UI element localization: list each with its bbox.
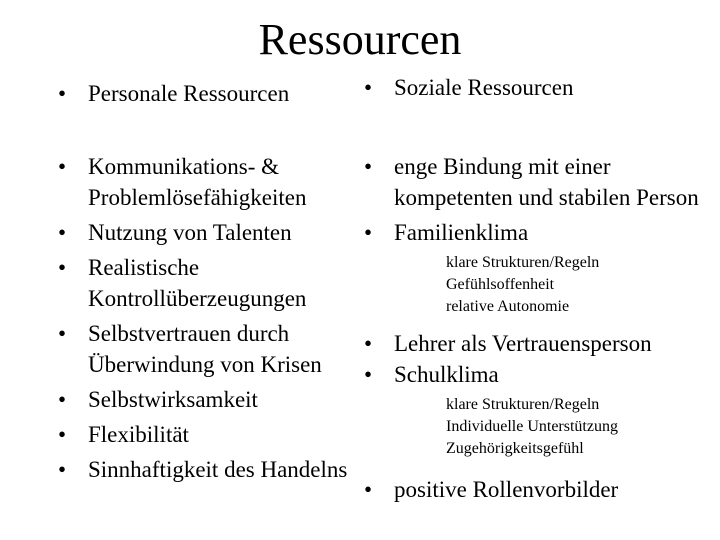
right-item-3 <box>364 328 704 359</box>
sub-item: Zugehörigkeitsgefühl <box>446 440 584 457</box>
left-item-3 <box>58 252 348 314</box>
left-item-text: Realistische Kontrollüberzeugungen <box>88 255 307 311</box>
left-item-text: Sinnhaftigkeit des Handelns <box>88 457 348 482</box>
schulklima-sublist <box>364 394 704 460</box>
left-item-1 <box>58 151 348 213</box>
right-item-4 <box>364 359 704 390</box>
right-item-text: Schulklima <box>394 362 499 387</box>
sub-item: Gefühlsoffenheit <box>446 276 555 293</box>
left-item-2 <box>58 217 348 248</box>
right-item-text: positive Rollenvorbilder <box>394 477 619 502</box>
bullet: • <box>364 362 373 387</box>
sub-item: klare Strukturen/Regeln <box>446 254 600 271</box>
sub-item: relative Autonomie <box>446 298 570 315</box>
bullet: • <box>58 387 67 412</box>
right-column <box>364 72 704 505</box>
bullet: • <box>58 457 67 482</box>
bullet: • <box>58 220 67 245</box>
right-heading-text: Soziale Ressourcen <box>394 75 574 100</box>
right-item-text: enge Bindung mit einer kompetenten und stabilen Person <box>394 154 699 210</box>
left-heading-text: Personale Ressourcen <box>88 81 290 106</box>
left-item-4 <box>58 318 348 380</box>
bullet: • <box>58 255 67 280</box>
left-column <box>58 78 348 485</box>
left-item-text: Flexibilität <box>88 422 189 447</box>
left-item-text: Nutzung von Talenten <box>88 220 292 245</box>
left-heading <box>58 78 348 109</box>
left-item-7 <box>58 454 348 485</box>
bullet: • <box>364 477 373 502</box>
left-item-text: Selbstwirksamkeit <box>88 387 258 412</box>
right-item-text: Lehrer als Vertrauensperson <box>394 331 652 356</box>
left-item-6 <box>58 419 348 450</box>
bullet: • <box>58 81 67 106</box>
sub-item: klare Strukturen/Regeln <box>446 396 600 413</box>
right-item-1 <box>364 151 704 213</box>
familienklima-sublist <box>364 252 704 318</box>
bullet: • <box>364 220 373 245</box>
right-heading <box>364 72 704 103</box>
left-item-text: Kommunikations- & Problemlösefähigkeiten <box>88 154 307 210</box>
bullet: • <box>58 422 67 447</box>
left-item-text: Selbstvertrauen durch Überwindung von Krisen <box>88 321 322 377</box>
right-item-text: Familienklima <box>394 220 529 245</box>
bullet: • <box>58 321 67 346</box>
slide-title: Ressourcen <box>258 15 462 64</box>
bullet: • <box>58 154 67 179</box>
bullet: • <box>364 75 373 100</box>
right-item-2 <box>364 217 704 248</box>
left-item-5 <box>58 384 348 415</box>
right-item-5 <box>364 474 704 505</box>
bullet: • <box>364 331 373 356</box>
sub-item: Individuelle Unterstützung <box>446 418 618 435</box>
bullet: • <box>364 154 373 179</box>
